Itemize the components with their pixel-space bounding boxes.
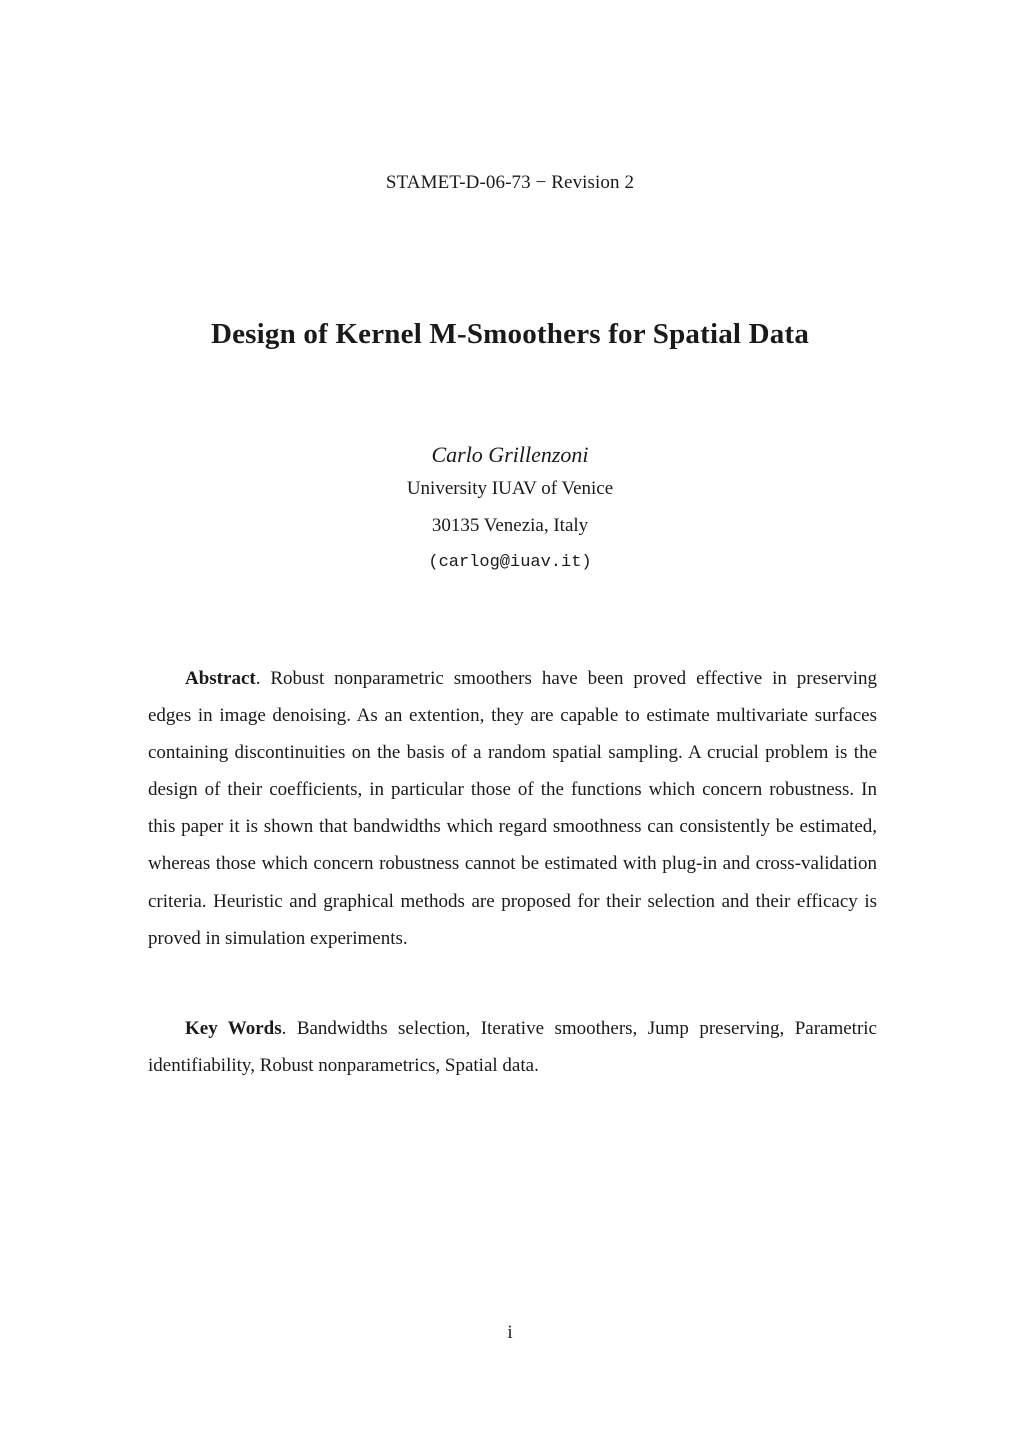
paper-title: Design of Kernel M-Smoothers for Spatial Data bbox=[210, 318, 810, 350]
author-address: 30135 Venezia, Italy bbox=[431, 515, 589, 536]
keywords-text: . Bandwidths selection, Iterative smoothers, Jump preserving, Parametric identifiability, Robust nonparametrics, Spatial data. bbox=[148, 1018, 877, 1077]
abstract-text: . Robust nonparametric smoothers have been proved effective in preserving edges in image denoising. As an extention, they are capable to estimate multivariate surfaces containing discontinuities on the basis of a random spatial sampling. A crucial problem is the design of their coefficients, in particular those of the functions which concern robustness. In this paper it is shown that bandwidths which regard smoothness can consistently be estimated, whereas those which concern robustness cannot be estimated with plug-in and cross-validation criteria. Heuristic and graphical methods are proposed for their selection and their efficacy is proved in simulation experiments. bbox=[148, 668, 877, 949]
manuscript-id: STAMET-D-06-73 − Revision 2 bbox=[385, 172, 635, 193]
keywords-label: Key Words bbox=[185, 1018, 282, 1039]
keywords-paragraph bbox=[148, 1010, 877, 1084]
author-name: Carlo Grillenzoni bbox=[431, 442, 589, 467]
author-affiliation: University IUAV of Venice bbox=[406, 478, 614, 499]
abstract-paragraph bbox=[148, 660, 877, 957]
page-number: i bbox=[507, 1322, 513, 1343]
author-block bbox=[0, 440, 1020, 581]
abstract-label: Abstract bbox=[185, 668, 256, 689]
author-email: (carlog@iuav.it) bbox=[428, 553, 592, 572]
